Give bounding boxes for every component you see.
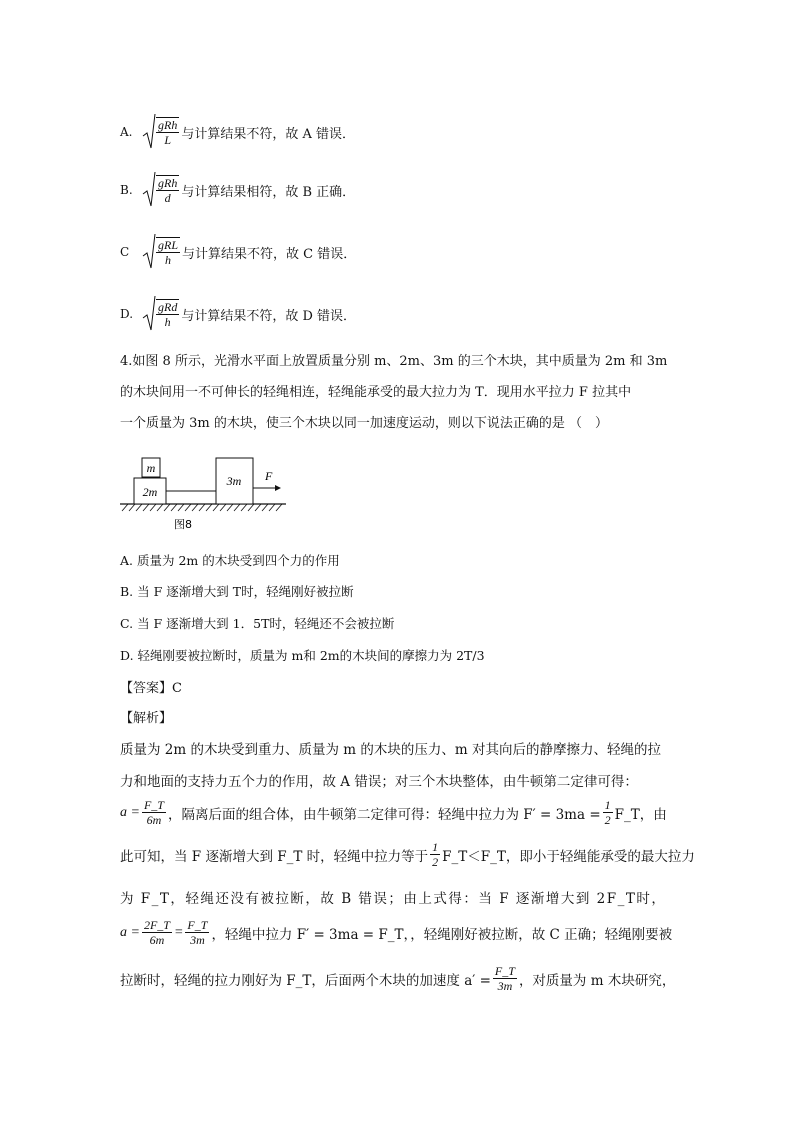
denominator: L (164, 133, 172, 147)
denominator: h (164, 315, 171, 329)
text: 拉断时，轻绳的拉力刚好为 F_T，后面两个木块的加速度 a′ = (120, 972, 491, 989)
sqrt-sign-icon (142, 112, 156, 152)
arrowhead-icon (275, 485, 281, 491)
denominator: 2 (432, 855, 439, 869)
choice-b: B. 当 F 逐渐增大到 T时，轻绳刚好被拉断 (120, 584, 354, 599)
analysis-line (120, 840, 695, 869)
fraction (430, 840, 440, 869)
fraction (493, 964, 517, 993)
question-line: 的木块间用一不可伸长的轻绳相连，轻绳能承受的最大拉力为 T．现用水平拉力 F 拉其中 (120, 385, 632, 400)
sqrt-sign-icon (142, 294, 156, 334)
text: F_T，由 (614, 806, 667, 823)
choice-a: A. 质量为 2m 的木块受到四个力的作用 (120, 553, 340, 568)
fraction (185, 918, 209, 947)
denominator: 6m (146, 813, 162, 827)
option-b (120, 170, 355, 210)
analysis-line: 力和地面的支持力五个力的作用，故 A 错误；对三个木块整体，由牛顿第二定律可得： (120, 774, 638, 790)
sqrt-expression (142, 112, 179, 152)
analysis-line: 质量为 2m 的木块受到重力、质量为 m 的木块的压力、m 对其向后的静摩擦力、轻绳的拉 (120, 742, 661, 758)
choice-c: C. 当 F 逐渐增大到 1．5T时，轻绳还不会被拉断 (120, 616, 395, 631)
analysis-line (120, 798, 676, 827)
question-line: 一个质量为 3m 的木块，使三个木块以同一加速度运动，则以下说法正确的是 （ ） (120, 416, 608, 431)
numerator: gRd (158, 300, 178, 314)
figure-8 (118, 452, 288, 532)
numerator: gRL (158, 238, 179, 252)
block-3m-label: 3m (226, 474, 242, 488)
sqrt-sign-icon (142, 170, 156, 210)
option-d (120, 294, 356, 334)
text: ，对质量为 m 木块研究， (518, 972, 676, 989)
question-4 (120, 346, 680, 439)
sqrt-expression (142, 294, 179, 334)
denominator: d (164, 191, 171, 205)
option-text: 与计算结果不符，故 D 错误． (181, 308, 357, 324)
block-m-label: m (146, 461, 156, 475)
option-a (120, 112, 355, 152)
question-line: 4.如图 8 所示，光滑水平面上放置质量分别 m、2m、3m 的三个木块，其中质量为 2m 和 3m (120, 354, 668, 369)
text: F_T＜F_T，即小于轻绳能承受的最大拉力 (442, 848, 695, 865)
option-text: 与计算结果相符，故 B 正确． (181, 184, 356, 200)
block-2m-label: 2m (142, 485, 158, 499)
option-label: C (120, 245, 130, 259)
fraction (142, 798, 166, 827)
numerator: 2F_T (143, 918, 170, 932)
numerator: F_T (143, 798, 164, 812)
option-c (120, 232, 356, 272)
option-label: B. (120, 183, 133, 197)
numerator: 1 (604, 798, 611, 812)
numerator: gRh (158, 118, 178, 132)
fraction (156, 175, 179, 205)
answer-tag: 【答案】C (120, 681, 182, 696)
fraction (142, 918, 172, 947)
sqrt-sign-icon (142, 232, 156, 272)
text: ，隔离后面的组合体，由牛顿第二定律可得：轻绳中拉力为 F′ = 3ma = (167, 806, 601, 823)
figure-caption: 图8 (174, 518, 192, 531)
choice-d: D. 轻绳刚要被拉断时，质量为 m和 2m的木块间的摩擦力为 2T/3 (120, 648, 485, 663)
sqrt-expression (142, 232, 180, 272)
numerator: gRh (158, 176, 178, 190)
analysis-tag: 【解析】 (120, 711, 173, 726)
fraction (156, 299, 179, 329)
expr: a = (120, 804, 140, 820)
option-text: 与计算结果不符，故 A 错误． (181, 126, 355, 142)
ground-hatching (122, 504, 282, 511)
fraction (603, 798, 613, 827)
option-text: 与计算结果不符，故 C 错误． (182, 246, 357, 262)
text: ，轻绳中拉力 F′ = 3ma = F_T，，轻绳刚好被拉断，故 C 正确；轻绳刚要被 (211, 926, 673, 943)
analysis-line: 为 F_T，轻绳还没有被拉断，故 B 错误；由上式得：当 F 逐渐增大到 2F_T时， (120, 891, 667, 907)
expr: a = (120, 924, 140, 940)
numerator: F_T (187, 918, 208, 932)
denominator: 3m (497, 979, 513, 993)
denominator: h (165, 253, 171, 267)
analysis-line (120, 918, 676, 947)
option-label: A. (120, 125, 133, 139)
force-label: F (265, 469, 273, 483)
fraction (156, 117, 179, 147)
numerator: 1 (432, 840, 439, 854)
fraction (156, 237, 180, 267)
analysis-line (120, 964, 676, 993)
sqrt-expression (142, 170, 179, 210)
denominator: 3m (190, 933, 205, 947)
denominator: 2 (604, 813, 611, 827)
text: 此可知，当 F 逐渐增大到 F_T 时，轻绳中拉力等于 (120, 848, 429, 865)
denominator: 6m (149, 933, 165, 947)
expr: = (173, 924, 184, 940)
option-label: D. (120, 307, 134, 321)
numerator: F_T (494, 964, 515, 978)
